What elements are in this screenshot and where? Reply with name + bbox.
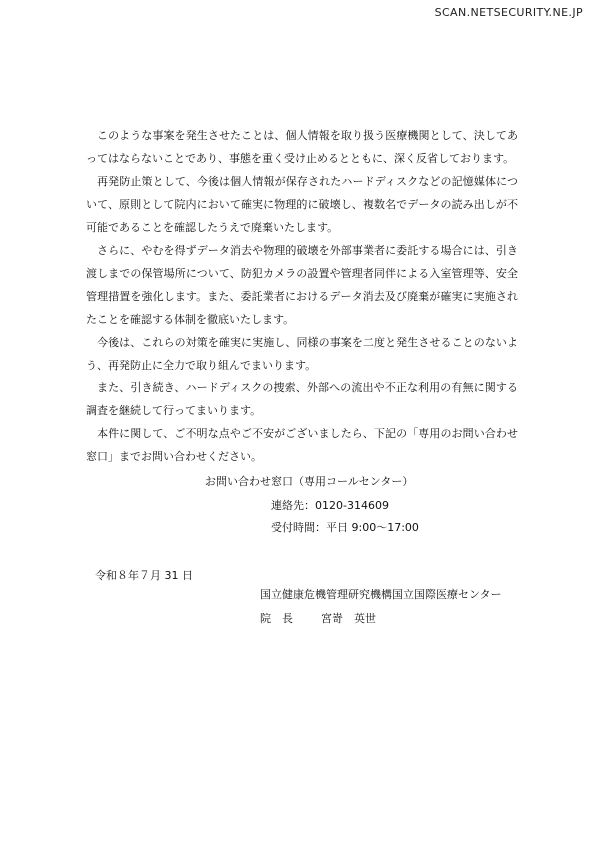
paragraph-investigation: また、引き続き、ハードディスクの捜索、外部への流出や不正な利用の有無に関する調査を継続して行ってまいります。 [86,381,518,417]
paragraph-commitment: 今後は、これらの対策を確実に実施し、同様の事案を二度と発生させることのないよう、再発防止に全力で取り組んでまいります。 [86,336,518,372]
director-signature [260,610,376,626]
organization-name: 国立健康危機管理研究機構国立国際医療センター [260,588,502,601]
director-name: 宮嵜 英世 [321,612,376,625]
paragraph-prevention: 再発防止策として、今後は個人情報が保存されたハードディスクなどの記憶媒体について、原則として院内において確実に物理的に破壊し、複数名でデータの読み出しが不可能であることを確認したうえで廃棄いたします。 [86,175,518,234]
contact-title: お問い合わせ窓口（専用コールセンター） [205,475,414,488]
watermark: SCAN.NETSECURITY.NE.JP [434,6,583,19]
director-title: 院 長 [260,612,293,625]
document-date: 令和８年７月 31 日 [95,569,193,582]
body-section-2 [86,376,518,468]
body-section-1 [86,124,518,377]
paragraph-inquiry: 本件に関して、ご不明な点やご不安がございましたら、下記の「専用のお問い合わせ窓口」までお問い合わせください。 [86,427,518,463]
paragraph-apology: このような事案を発生させたことは、個人情報を取り扱う医療機関として、決してあってはならないことであり、事態を重く受け止めるとともに、深く反省しております。 [86,129,518,165]
paragraph-outsourcing: さらに、やむを得ずデータ消去や物理的破壊を外部事業者に委託する場合には、引き渡しまでの保管場所について、防犯カメラの設置や管理者同伴による入室管理等、安全管理措置を強化します。また、委託業者におけるデータ消去及び廃棄が確実に実施されたことを確認する体制を徹底いたします。 [86,244,518,326]
contact-phone: 連絡先：0120-314609 [271,499,389,512]
contact-hours: 受付時間：平日 9:00～17:00 [271,521,419,534]
